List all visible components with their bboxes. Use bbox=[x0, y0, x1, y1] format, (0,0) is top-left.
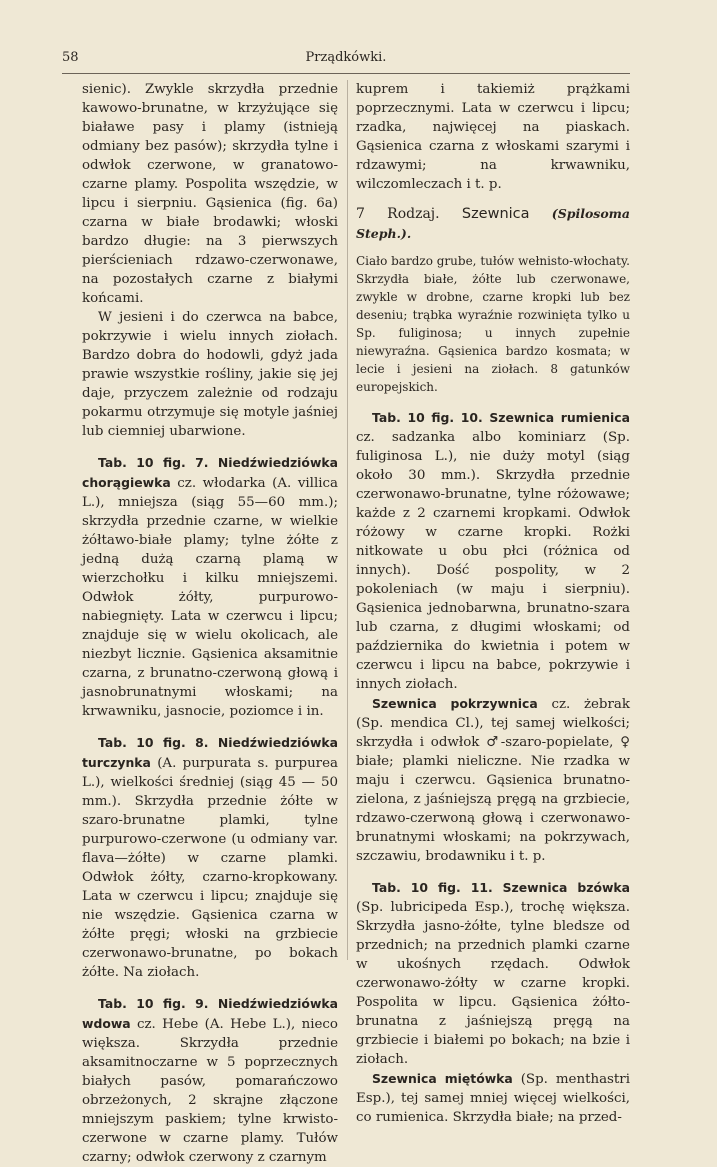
species-entry-fig-11 bbox=[356, 878, 630, 1069]
plate-reference: Tab. 10 fig. 11. bbox=[372, 880, 493, 895]
genus-name: Szewnica bbox=[461, 206, 530, 222]
species-entry-fig-7 bbox=[82, 453, 338, 721]
plate-reference: Tab. 10 fig. 7. bbox=[98, 455, 209, 470]
paragraph: sienic). Zwykle skrzydła przednie kawowo-brunatne, w krzyżujące się białawe pasy i plamy (istnieją odmiany bez pasów); skrzydła tylne i odwłok czerwone, w granatowo-czarne plamy. Pospolita wszędzie, w lipcu i sierpniu. Gąsienica (fig. 6a) czarna w białe brodawki; włoski bardzo długie: na 3 pierwszych pierścieniach rdzawo-czerwonawe, na pozostałych czarne z białymi końcami. bbox=[82, 82, 338, 306]
species-name: Niedźwiedziówka chorągiewka bbox=[82, 455, 338, 490]
species-name: Niedźwiedziówka turczynka bbox=[82, 735, 338, 770]
species-name: Szewnica bzówka bbox=[502, 880, 631, 895]
species-text: (Sp. lubricipeda Esp.), trochę większa. Skrzydła jasno-żółte, tylne bledsze od przednich; na przednich plamki czarne w ukośnych rzędach. Odwłok czerwonawo-żółty w czarne kropki. Pospolita w lipcu. Gąsienica żółto-brunatna z jaśniejszą pręgą na grzbiecie i białemi po bokach; na bzie i ziołach. bbox=[356, 900, 630, 1067]
column-divider bbox=[347, 80, 348, 960]
left-column bbox=[82, 80, 338, 1167]
species-entry-fig-9 bbox=[82, 994, 338, 1167]
page-header bbox=[62, 50, 630, 70]
species-name: Szewnica pokrzywnica bbox=[372, 696, 538, 711]
species-entry-fig-8 bbox=[82, 733, 338, 982]
plate-reference: Tab. 10 fig. 9. bbox=[98, 996, 209, 1011]
header-rule bbox=[62, 73, 630, 74]
species-text: cz. Hebe (A. Hebe L.), nieco większa. Skrzydła przednie aksamitnoczarne w 5 poprzecznych białych pasów, pomarańczowo obrzeżonych, 2 skrajne złączone mniejszym paskiem; tylne krwisto-czerwone w czarne plamy. Tułów czarny; odwłok czerwony z czarnym bbox=[82, 1017, 338, 1165]
genus-heading bbox=[356, 204, 630, 244]
species-name: Niedźwiedziówka wdowa bbox=[82, 996, 338, 1031]
genus-prefix: 7 Rodzaj. bbox=[356, 206, 440, 222]
genus-description: Ciało bardzo grube, tułów wełnisto-włochaty. Skrzydła białe, żółte lub czerwonawe, zwykle w drobne, czarne kropki lub bez deseniu; trąbka wyraźnie rozwinięta tylko u Sp. fuliginosa; u innych zupełnie niewyraźna. Gąsienica bardzo kosmata; w lecie i jesieni na ziołach. 8 gatunków europejskich. bbox=[356, 254, 630, 394]
species-text: cz. sadzanka albo kominiarz (Sp. fuliginosa L.), nie duży motyl (siąg około 30 mm.). Skrzydła przednie czerwonawo-brunatne, tylne różowawe; każde z 2 czarnemi kropkami. Odwłok różowy w czarne kropki. Rożki nitkowate u obu płci (różnica od innych). Dość pospolity, w 2 pokoleniach (w maju i sierpniu). Gąsienica jednobarwna, brunatno-szara lub czarna, z długimi włoskami; od października do kwietnia i potem w czerwcu i lipcu na babce, pokrzywie i innych ziołach. bbox=[356, 430, 630, 692]
species-text: (A. purpurata s. purpurea L.), wielkości średniej (siąg 45 — 50 mm.). Skrzydła przednie żółte w szaro-brunatne plamki, tylne purpurowo-czerwone (u odmiany var. flava—żółte) w czarne plamki. Odwłok żółty, czarno-kropkowany. Lata w czerwcu i lipcu; znajduje się nie wszędzie. Gąsienica czarna w żółte pręgi; włoski na grzbiecie czerwonawo-brunatne, po bokach żółte. Na ziołach. bbox=[82, 756, 338, 980]
species-entry-mietowka bbox=[356, 1069, 630, 1127]
species-name: Szewnica miętówka bbox=[372, 1071, 513, 1086]
species-entry-pokrzywnica bbox=[356, 694, 630, 866]
species-text: (Sp. menthastri Esp.), tej samej mniej więcej wielkości, co rumienica. Skrzydła białe; na przed- bbox=[356, 1072, 630, 1125]
species-text: cz. włodarka (A. villica L.), mniejsza (siąg 55—60 mm.); skrzydła przednie czarne, w wielkie żółtawo-białe plamy; tylne żółte z jedną dużą czarną plamą w wierzchołku i kilku mniejszemi. Odwłok żółty, purpurowo-nabiegnięty. Lata w czerwcu i lipcu; znajduje się w wielu okolicach, ale niezbyt licznie. Gąsienica aksamitnie czarna, z brunatno-czerwoną głową i jasnobrunatnymi włoskami; na krwawniku, jasnocie, poziomce i in. bbox=[82, 476, 338, 719]
paragraph: kuprem i takiemiż prążkami poprzecznymi. Lata w czerwcu i lipcu; rzadka, najwięcej na piaskach. Gąsienica czarna z włoskami szarymi i rdzawymi; na krwawniku, wilczomleczach i t. p. bbox=[356, 82, 630, 192]
plate-reference: Tab. 10 fig. 10. bbox=[372, 410, 483, 425]
species-entry-fig-10 bbox=[356, 408, 630, 694]
page-number: 58 bbox=[62, 50, 79, 65]
running-title: Prządkówki. bbox=[305, 50, 387, 65]
species-name: Szewnica rumienica bbox=[489, 410, 631, 425]
genus-latin-name: (Spilosoma Steph.). bbox=[356, 206, 630, 241]
plate-reference: Tab. 10 fig. 8. bbox=[98, 735, 209, 750]
paragraph: W jesieni i do czerwca na babce, pokrzywie i wielu innych ziołach. Bardzo dobra do hodowli, gdyż jada prawie wszystkie rośliny, jakie się jej daje, przyczem zależnie od rodzaju pokarmu otrzymuje się motyle jaśniej lub ciemniej ubarwione. bbox=[82, 310, 338, 439]
species-text: cz. żebrak (Sp. mendica Cl.), tej samej wielkości; skrzydła i odwłok ♂-szaro-popielate, ♀ białe; plamki nieliczne. Nie rzadka w maju i czerwcu. Gąsienica brunatno-zielona, z jaśniejszą pręgą na grzbiecie, rdzawo-czerwoną głową i czerwonawo-brunatnymi włoskami; na pokrzywach, szczawiu, brodawniku i t. p. bbox=[356, 697, 630, 864]
right-column bbox=[356, 80, 630, 1127]
